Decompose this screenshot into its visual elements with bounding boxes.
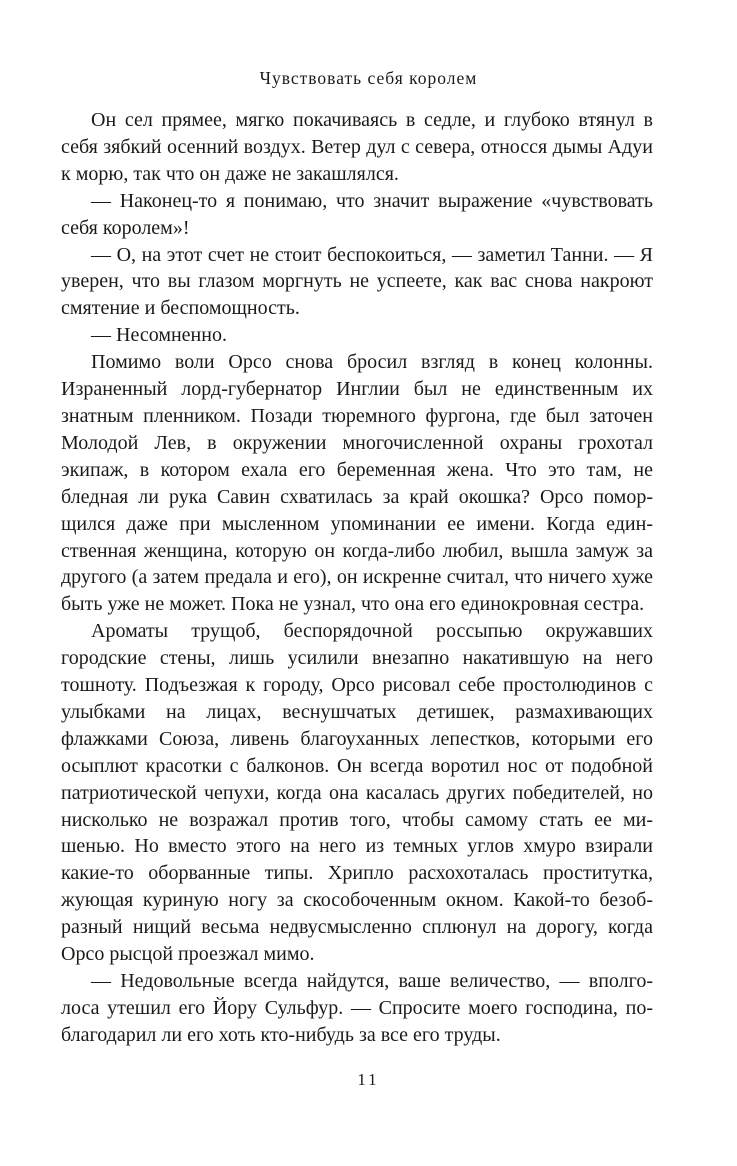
paragraph: Он сел прямее, мягко покачиваясь в седле, и глубоко втянул в себя зябкий осенний воздух. Ветер дул с севера, относся дымы Адуи к морю, так что он даже не закашлялся. bbox=[61, 109, 653, 185]
body-text bbox=[61, 107, 653, 1049]
paragraph: Ароматы трущоб, беспорядочной россыпью окружавших городские стены, лишь усилили внезапно накатившую на него тошноту. Подъезжая к городу, Орсо рисовал себе простолюдинов с улыбками на лицах, веснушчатых детишек, размахивающих флажками Союза, ливень благоуханных лепестков, которыми его осыплют красотки с балконов. Он всегда воротил нос от подобной патриотической чепухи, когда она касалась других победителей, но нисколько не возражал против того, чтобы самому стать ее мишенью. Но вместо этого на него из темных углов хмуро взирали какие-то оборванные типы. Хрипло расхохоталась проститутка, жующая куриную ногу за скособоченным окном. Какой-то безобразный нищий весьма недвусмысленно сплюнул на дорогу, когда Орсо рысцой проезжал мимо. bbox=[61, 620, 653, 966]
paragraph: — Наконец-то я понимаю, что значит выражение «чувствовать себя королем»! bbox=[61, 189, 653, 239]
page-number: 11 bbox=[357, 1070, 380, 1089]
paragraph: — Несомненно. bbox=[91, 324, 227, 347]
paragraph: — О, на этот счет не стоит беспокоиться, — заметил Танни. — Я уверен, что вы глазом моргнуть не успеете, как вас снова накроют смятение и беспомощность. bbox=[61, 243, 653, 320]
paragraph: — Недовольные всегда найдутся, ваше величество, — вполголоса утешил его Йору Сульфур. — Спросите моего господина, поблагодарил ли его хоть кто-нибудь за все его труды. bbox=[61, 970, 653, 1046]
paragraph: Помимо воли Орсо снова бросил взгляд в конец колонны. Израненный лорд-губернатор Инглии был не единственным их знатным пленником. Позади тюремного фургона, где был заточен Молодой Лев, в окружении многочисленной охраны грохотал экипаж, в котором ехала его беременная жена. Что это там, не бледная ли рука Савин схватилась за край окошка? Орсо поморщился даже при мысленном упоминании ее имени. Когда единственная женщина, которую он когда-либо любил, вышла замуж за другого (а затем предала и его), он искренне считал, что ничего хуже быть уже не может. Пока не узнал, что она его единокровная сестра. bbox=[61, 351, 653, 616]
running-head: Чувствовать себя королем bbox=[259, 68, 478, 88]
